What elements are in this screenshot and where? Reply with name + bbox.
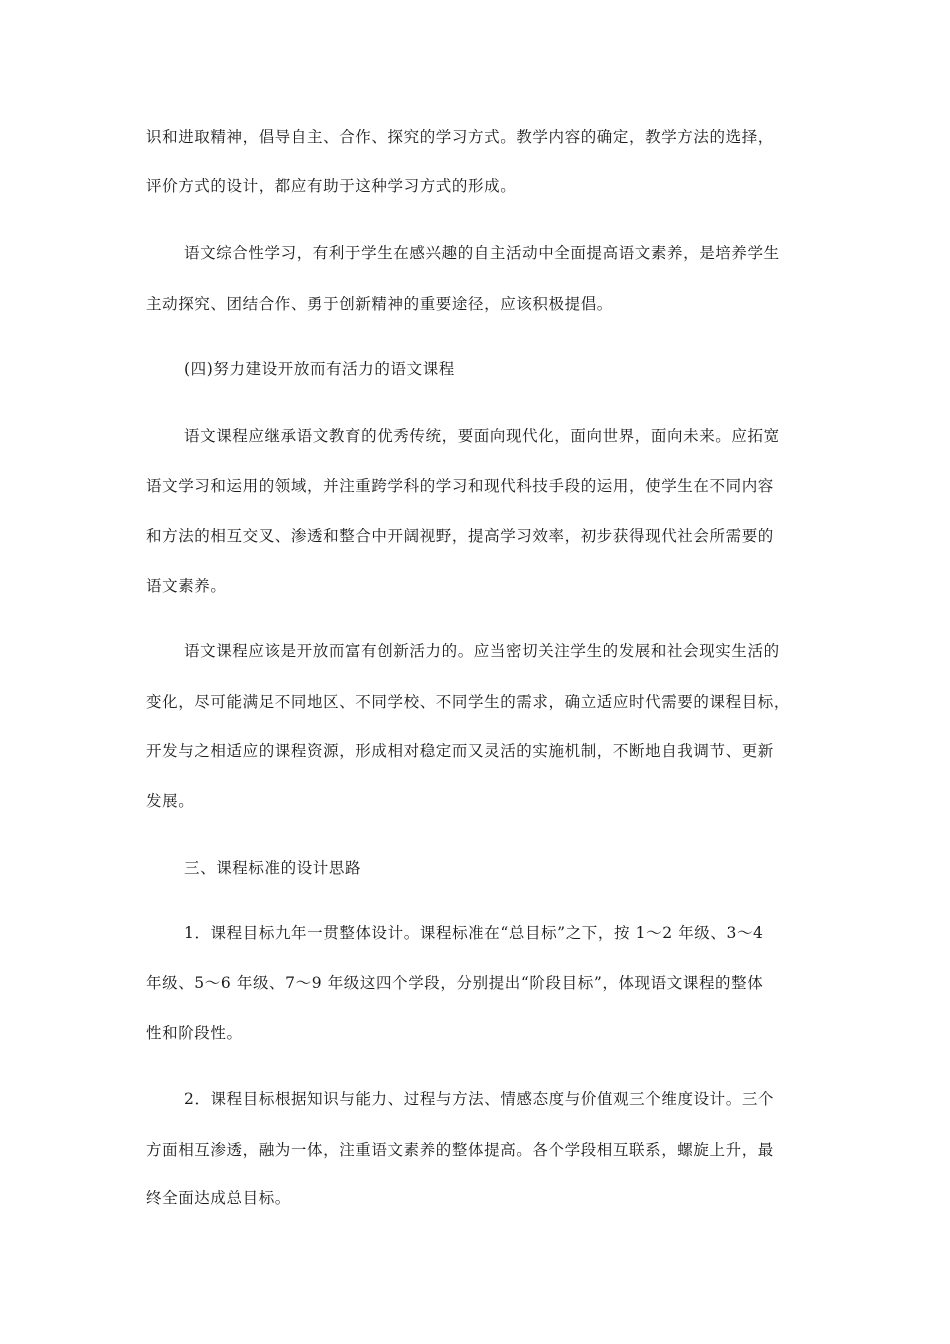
paragraph-line: 语文综合性学习，有利于学生在感兴趣的自主活动中全面提高语文素养，是培养学生 — [184, 244, 780, 262]
paragraph-line: 性和阶段性。 — [146, 1024, 243, 1042]
paragraph-line: 终全面达成总目标。 — [146, 1189, 291, 1207]
section-heading: 三、课程标准的设计思路 — [184, 859, 362, 877]
paragraph-line: 评价方式的设计，都应有助于这种学习方式的形成。 — [146, 177, 517, 195]
paragraph-line: 主动探究、团结合作、勇于创新精神的重要途径，应该积极提倡。 — [146, 295, 613, 313]
paragraph-line: 变化，尽可能满足不同地区、不同学校、不同学生的需求，确立适应时代需要的课程目标， — [146, 693, 791, 711]
paragraph-line: 语文课程应该是开放而富有创新活力的。应当密切关注学生的发展和社会现实生活的 — [184, 642, 780, 660]
paragraph-line: 和方法的相互交叉、渗透和整合中开阔视野，提高学习效率，初步获得现代社会所需要的 — [146, 527, 774, 545]
paragraph-line: 发展。 — [146, 792, 195, 810]
paragraph-line: 语文素养。 — [146, 577, 227, 595]
paragraph-line: 开发与之相适应的课程资源，形成相对稳定而又灵活的实施机制，不断地自我调节、更新 — [146, 742, 774, 760]
paragraph-line: 语文学习和运用的领域，并注重跨学科的学习和现代科技手段的运用，使学生在不同内容 — [146, 477, 774, 495]
paragraph-line: 2．课程目标根据知识与能力、过程与方法、情感态度与价值观三个维度设计。三个 — [184, 1090, 775, 1108]
section-heading: (四)努力建设开放而有活力的语文课程 — [184, 360, 455, 378]
paragraph-line: 识和进取精神，倡导自主、合作、探究的学习方式。教学内容的确定，教学方法的选择， — [146, 128, 774, 146]
paragraph-line: 年级、5～6 年级、7～9 年级这四个学段，分别提出“阶段目标”，体现语文课程的整体 — [146, 974, 764, 992]
paragraph-line: 方面相互渗透，融为一体，注重语文素养的整体提高。各个学段相互联系，螺旋上升，最 — [146, 1141, 774, 1159]
paragraph-line: 语文课程应继承语文教育的优秀传统，要面向现代化，面向世界，面向未来。应拓宽 — [184, 427, 780, 445]
paragraph-line: 1．课程目标九年一贯整体设计。课程标准在“总目标”之下，按 1～2 年级、3～4 — [184, 924, 764, 942]
